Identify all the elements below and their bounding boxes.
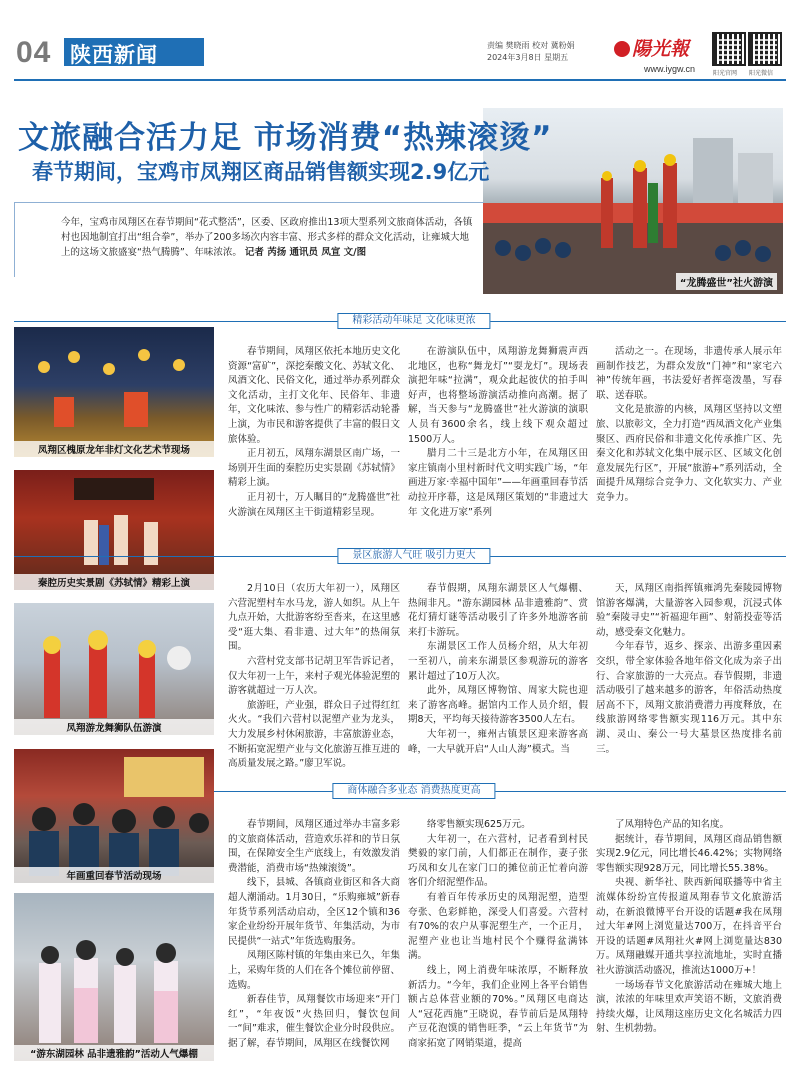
- sun-icon: [614, 41, 630, 57]
- issue-date: 2024年3月8日 星期五: [487, 53, 569, 62]
- paper-name: 陽光報: [632, 38, 690, 60]
- subheadline: 春节期间，宝鸡市凤翔区商品销售额实现2.9亿元: [32, 160, 490, 184]
- text-column: 天，凤翔区南指挥镇雍鸿先秦陵园博物馆游客爆满，大量游客入园参观，沉浸式体验“秦陵寻史”“祈福迎年画”、射箭投壶等活动，感受秦文化魅力。 今年春节，返乡、探亲、出游多重因素交织，带全家体验各地年俗文化成为亲子出行、合家旅游的一大亮点。春节假期，非遗活动吸引了越来越多的游客，年俗活动热度居高不下，凤翔文旅消费潜力再度释放，在线旅游网络零售额实现116万元。其中东湖、灵山、秦公一号大墓景区热度排名前三。: [596, 583, 782, 755]
- photo-caption: “游东湖园林 品非遗雅韵”活动人气爆棚: [14, 1045, 214, 1061]
- page-number: 04: [16, 36, 52, 69]
- text-column: 春节期间，凤翔区通过举办丰富多彩的文旅商体活动，营造欢乐祥和的节日氛围，在保障安全生产底线上，有效激发消费潜能，消费市场“热辣滚烫”。 线下，县城、各镇商业街区和各大商超人潮涌动。1月30日，“乐购雍城”新春年货节系列活动启动，全区12个镇和36家企业纷纷开展年货节、年集活动，为市民提供“一站式”年货选购服务。 凤翔区陈村镇的年集由来已久，年集上，采购年货的人们在各个摊位前停留、选购。 新春佳节，凤翔餐饮市场迎来“开门红”，“年夜饭”火热回归，餐饮包间一“间”难求，催生餐饮企业分时段供应。据了解，春节期间，凤翔区在线餐饮网: [228, 819, 400, 1049]
- lead-text: 今年，宝鸡市凤翔区在春节期间“花式整活”，区委、区政府推出13项大型系列文旅商体活动，各镇村也因地制宜打出“组合拳”，举办了200多场次内容丰富、形式多样的群众文化活动，让雍城大地上的这场文旅盛宴“热气腾腾”、年味浓浓。: [61, 217, 473, 258]
- photo-caption: “龙腾盛世”社火游演: [676, 273, 777, 290]
- section-name: 陕西新闻: [64, 38, 204, 66]
- editor-info: [487, 40, 575, 64]
- hanfu-crowd-icon: [14, 893, 214, 1061]
- opera-stage-icon: [14, 470, 214, 590]
- photo-caption: 秦腔历史实景剧《苏轼情》精彩上演: [14, 574, 214, 590]
- text-column: 2月10日（农历大年初一），凤翔区六营泥塑村车水马龙，游人如织。从上午九点开始，大批游客纷至沓来，在这里感受“逛大集、看非遗、过大年”的热闹氛围。 六营村党支部书记胡卫军告诉记者，仅大年初一上午，来村子观光体验泥塑的游客就超过一万人次。 旅游旺，产业强，群众日子过得红红火火。“我们六营村以泥塑产业为龙头，大力发展乡村休闲旅游，丰富旅游业态，不断拓宽泥塑产业与文化旅游互推互进的高质量发展之路。”廖卫军说。: [228, 583, 400, 770]
- byline: 记者 芮扬 通讯员 凤宣 文/图: [244, 247, 367, 258]
- text-column: 在游演队伍中，凤翔游龙舞狮震声西北地区，也称“舞龙灯”“耍龙灯”。现场表演把年味“拉满”，观众此起彼伏的拍手叫好声，也将整场游演活动推向高潮。据了解，当天参与“龙腾盛世”社火游演的演职人员有3600余名，线上线下观众超过1500万人。 腊月二十三是北方小年，在凤翔区田家庄镇南小里村新时代文明实践广场，“年画进万家·幸福中国年”——年画重回春节活动拉开序幕，这是凤翔区策划的“非遗过大年 文化进万家”系列: [408, 346, 588, 518]
- photo-caption: 凤翔游龙舞狮队伍游演: [14, 719, 214, 735]
- header-rule: [14, 79, 786, 81]
- text-column: 春节期间，凤翔区依托本地历史文化资源“富矿”，深挖秦酸文化、苏轼文化、凤酒文化、民俗文化，通过举办系列群众文化活动，主打文化年、民俗年、非遗年，文化味浓、参与性广的精彩活动轮番上演，为市民和游客提供了丰富的假日文旅体验。 正月初五，凤翔东湖景区南广场，一场别开生面的秦腔历史实景剧《苏轼情》精彩上演。 正月初十，万人瞩目的“龙腾盛世”社火游演在凤翔区主干街道精彩呈现。: [228, 346, 400, 518]
- section-heading-bar: [14, 548, 786, 564]
- photo-new-year-painting: [14, 749, 214, 883]
- qr-label: 阳光微信: [749, 70, 774, 77]
- section-heading: 景区旅游人气旺 吸引力更大: [337, 548, 490, 564]
- photo-caption: 年画重回春节活动现场: [14, 867, 214, 883]
- photo-lantern-festival: [14, 327, 214, 457]
- text-column: 春节假期，凤翔东湖景区人气爆棚、热闹非凡。“游东湖园林 品非遗雅韵”、赏花灯猜灯谜等活动吸引了许多外地游客前来打卡游玩。 东湖景区工作人员杨介绍，从大年初一至初八，前来东湖景区参观游玩的游客累计超过了10万人次。 此外，凤翔区博物馆、周家大院也迎来了游客高峰。据馆内工作人员介绍，假期8天，平均每天接待游客3500人左右。 大年初一，雍州古镇景区迎来游客高峰，一大早就开启“人山人海”模式。当: [408, 583, 588, 755]
- section-heading: 商体融合多业态 消费热度更高: [332, 783, 495, 799]
- photo-donghu-park: [14, 893, 214, 1061]
- headline: 文旅融合活力足 市场消费“热辣滚烫”: [18, 120, 553, 156]
- page-header: [0, 0, 800, 80]
- photo-opera: [14, 470, 214, 590]
- text-column: 络零售额实现625万元。 大年初一，在六营村，记者看到村民樊毅的家门前，人们都正在制作，妻子张巧凤和女儿在家门口的摊位前正忙着向游客们介绍泥塑作品。 有着百年传承历史的凤翔泥塑，造型夸张、色彩鲜艳，深受人们喜爱。六营村有70%的农户从事泥塑生产，一个正月，泥塑产业也让当地村民个个赚得盆满钵满。 线上，网上消费年味浓厚，不断释放新活力。“今年，我们企业网上各平台销售额占总体营业额的70%。”凤翔区电商达人“冠花西施”王晓说，春节前后是凤翔特产豆花泡馍的销售旺季，“云上年货节”为商家拓宽了网销渠道，提高: [408, 819, 588, 1049]
- qr-code-icon[interactable]: [712, 32, 746, 66]
- paper-logo: [614, 34, 689, 61]
- website-link[interactable]: www.iygw.cn: [644, 64, 696, 74]
- photo-dragon-lion: [14, 603, 214, 735]
- text-column: 了凤翔特色产品的知名度。 据统计，春节期间，凤翔区商品销售额实现2.9亿元，同比增长46.42%；实物网络零售额实现928万元，同比增长55.38%。 央视、新华社、陕西新闻联播等中省主流媒体纷纷宣传报道凤翔春节文化旅游活动，在新浪微博平台开设的话题#我在凤翔过大年#网上浏览量达700万，在抖音平台开设的话题#凤翔社火#网上浏览量达830万。凤翔融媒开通共享拉流地址，实时直播社火游演活动盛况，推流达1000万+！ 一场场春节文化旅游活动在雍城大地上演，浓浓的年味里欢声笑语不断，文旅消费持续火爆，让凤翔这座历史文化名城活力四射、生机勃勃。: [596, 819, 782, 1035]
- qr-label: 阳光官网: [713, 70, 738, 77]
- lead-paragraph: [14, 202, 484, 277]
- lantern-scene-icon: [14, 327, 214, 457]
- editors: 责编 樊晓雨 校对 冀粉娟: [487, 41, 575, 50]
- lion-dance-icon: [14, 603, 214, 735]
- section-heading: 精彩活动年味足 文化味更浓: [337, 313, 490, 329]
- text-column: 活动之一。在现场，非遗传承人展示年画制作技艺，为群众发放“门神”和“家宅六神”传统年画，书法爱好者挥毫泼墨，写春联、送春联。 文化是旅游的内核，凤翔区坚持以文塑旅、以旅彰文，全力打造“西凤酒文化产业集聚区、西府民俗和非遗文化传承推广区、先秦文化和苏轼文化集中展示区、区域文化创意发展先行区”，开展“旅游+”系列活动，全面提升凤翔综合竞争力、文化软实力、产业竞争力。: [596, 346, 782, 503]
- photo-caption: 凤翔区槐原龙年非灯文化艺术节现场: [14, 441, 214, 457]
- crowd-icon: [14, 749, 214, 883]
- qr-code-icon[interactable]: [748, 32, 782, 66]
